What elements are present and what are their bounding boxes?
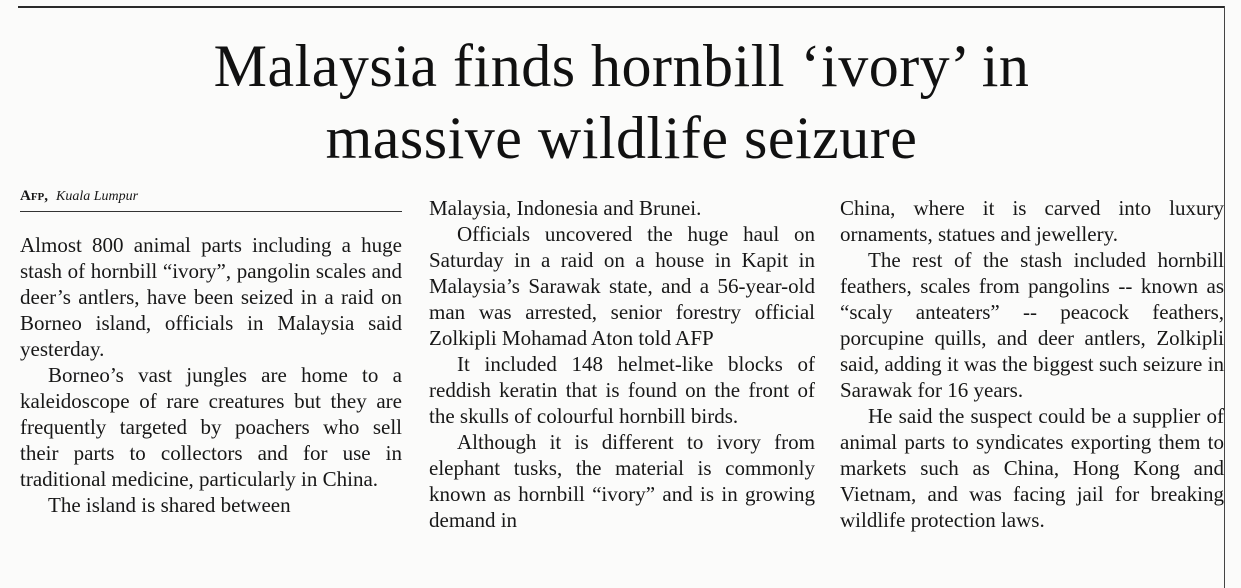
paragraph: The island is shared between xyxy=(48,493,291,517)
article-column-3 xyxy=(840,195,1224,533)
byline xyxy=(20,186,402,207)
paragraph: He said the suspect could be a supplier of animal parts to syndicates exporting them to markets such as China, Hong Kong and Vietnam, and was facing jail for breaking wildlife protection laws. xyxy=(840,404,1224,532)
top-rule xyxy=(18,6,1225,8)
headline-line-1: Malaysia finds hornbill ‘ivory’ in xyxy=(213,33,1030,99)
paragraph: Officials uncovered the huge haul on Saturday in a raid on a house in Kapit in Malaysia’s Sarawak state, and a 56-year-old man was arrested, senior forestry official Zolkipli Mohamad Aton told AFP xyxy=(429,222,815,350)
paragraph: Malaysia, Indonesia and Brunei. xyxy=(429,196,702,220)
paragraph: Although it is different to ivory from elephant tusks, the material is commonly known as hornbill “ivory” and is in growing demand in xyxy=(429,430,815,532)
paragraph: Borneo’s vast jungles are home to a kaleidoscope of rare creatures but they are frequently targeted by poachers who sell their parts to collectors and for use in traditional medicine, particularly in China. xyxy=(20,363,402,491)
byline-rule xyxy=(20,211,402,212)
byline-agency: Afp, xyxy=(20,188,49,204)
paragraph: The rest of the stash included hornbill feathers, scales from pangolins -- known as “scaly anteaters” -- peacock feathers, porcupine quills, and deer antlers, Zolkipli said, adding it was the biggest such seizure in Sarawak for 16 years. xyxy=(840,248,1224,402)
byline-place: Kuala Lumpur xyxy=(56,189,139,204)
paragraph: Almost 800 animal parts including a huge stash of hornbill “ivory”, pangolin scales and deer’s antlers, have been seized in a raid on Borneo island, officials in Malaysia said yesterday. xyxy=(20,233,402,361)
article-column-2 xyxy=(429,195,815,533)
paragraph: China, where it is carved into luxury ornaments, statues and jewellery. xyxy=(840,196,1224,246)
headline xyxy=(18,30,1225,174)
article-column-1 xyxy=(20,186,402,518)
headline-line-2: massive wildlife seizure xyxy=(325,105,918,171)
paragraph: It included 148 helmet-like blocks of reddish keratin that is found on the front of the skulls of colourful hornbill birds. xyxy=(429,352,815,428)
